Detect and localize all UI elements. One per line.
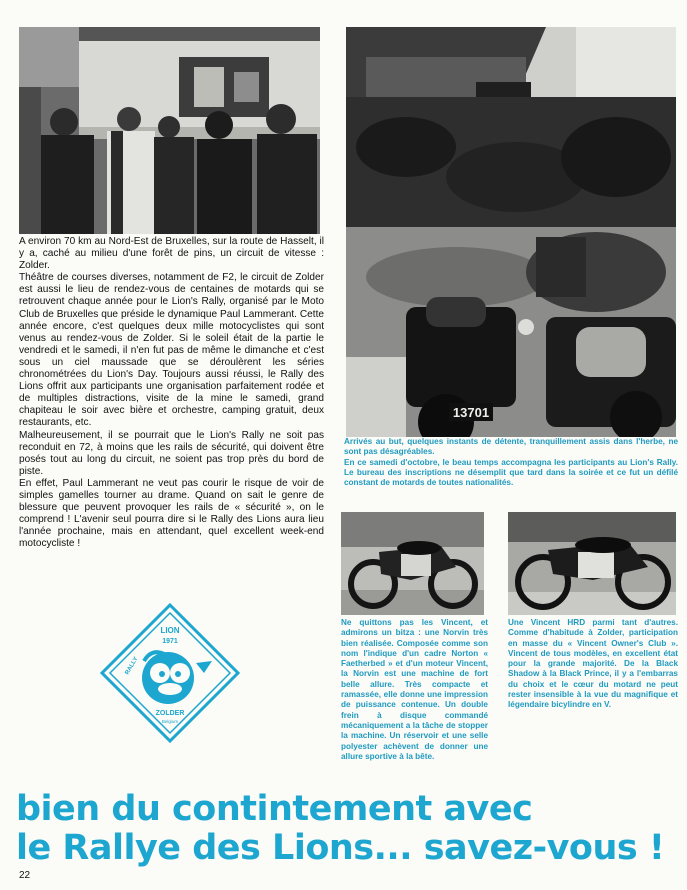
caption-vincent-hrd: Une Vincent HRD parmi tant d'autres. Comme d'habitude à Zolder, participation en masse du « Vincent Owner's Club ». Vincent de tous modèles, en excellent état pour la grande majorité. De la Black Shadow à la Black Prince, il y a l'embarras du choix et le cœur du motard ne peut rester insensible à la vue du magnifique et légendaire bicylindre en V. <box>508 618 678 710</box>
photo-norvin-motorcycle <box>341 512 484 615</box>
license-plate: 13701 <box>452 405 490 420</box>
article-paragraph: Malheureusement, il se pourrait que le Lion's Rally ne soit pas reconduit en 72, à moins que les rails de sécurité, qui doivent être posés tout au long du circuit, ne soient pas trop près du bord de piste. <box>19 429 324 477</box>
article-body <box>19 236 324 550</box>
photo-crowd-at-food-stand <box>19 27 320 234</box>
article-paragraph: Théâtre de courses diverses, notamment de F2, le circuit de Zolder est aussi le lieu de rendez-vous de centaines de motards qui se retrouvent chaque année pour le Lion's Rally, organisé par le Moto Club de Bruxelles que préside le dynamique Paul Lammerant. Cette année encore, c'est quelques deux mille motocyclistes qui sont venus au rendez-vous de Zolder. Si le soleil était de la partie le vendredi et le samedi, il n'en fut pas de même le dimanche et c'est sous un ciel maussade que se déroulèrent les séries chronométrées du Lion's Day. Toujours aussi réussi, le Rally des Lions offrit aux participants une organisation parfaitement rodée et de multiples distractions, visite de la mine le samedi, grand chapiteau le soir avec bière et orchestre, camping gratuit, deux restaurants, etc. <box>19 272 324 429</box>
headline <box>16 790 686 868</box>
headline-line: le Rallye des Lions... savez-vous ! <box>16 828 665 868</box>
caption-norvin: Ne quittons pas les Vincent, et admirons un bitza : une Norvin très bien réalisée. Composée comme son nom l'indique d'un cadre Norton « Faetherbed » et d'un moteur Vincent, la Norvin est une machine de fort belle allure. Très compacte et ramassée, elle donne une impression de puissance contenue. Un double frein à disque commandé mécaniquement a la tâche de stopper la machine. Un réservoir et une selle polyester achèvent de donner une allure sportive à la bête. <box>341 618 488 761</box>
photo-vincent-hrd-motorcycle <box>508 512 676 615</box>
svg-text:1971: 1971 <box>162 638 178 645</box>
caption-riders-resting <box>344 437 678 488</box>
svg-text:RALLY: RALLY <box>124 656 140 676</box>
headline-line: bien du contintement avec <box>16 789 533 829</box>
svg-text:Belgium: Belgium <box>161 719 179 724</box>
svg-text:LION: LION <box>160 626 180 635</box>
page-number: 22 <box>19 870 31 881</box>
svg-text:ZOLDER: ZOLDER <box>155 710 185 717</box>
lion-rally-badge-logo <box>100 603 240 743</box>
article-paragraph: A environ 70 km au Nord-Est de Bruxelles, sur la route de Hasselt, il y a, caché au milieu d'une forêt de pins, un circuit de vitesse : Zolder. <box>19 236 324 272</box>
caption-paragraph: En ce samedi d'octobre, le beau temps accompagna les participants au Lion's Rally. Le bureau des inscriptions ne désemplit que tard dans la soirée et ce fut un défilé constant de motards de toutes nationalités. <box>344 457 678 488</box>
photo-riders-resting-on-grass <box>346 27 676 437</box>
caption-paragraph: Arrivés au but, quelques instants de détente, tranquillement assis dans l'herbe, ne sont pas désagréables. <box>344 437 678 457</box>
article-paragraph: En effet, Paul Lammerant ne veut pas courir le risque de voir de simples gamelles tourner au drame. Quand on sait le genre de blessure que peuvent provoquer les rails de « sécurité », on le comprend ! L'avenir seul pourra dire si le Rally des Lions aura lieu l'année prochaine, mais en attendant, quel excellent week-end motocycliste ! <box>19 477 324 550</box>
